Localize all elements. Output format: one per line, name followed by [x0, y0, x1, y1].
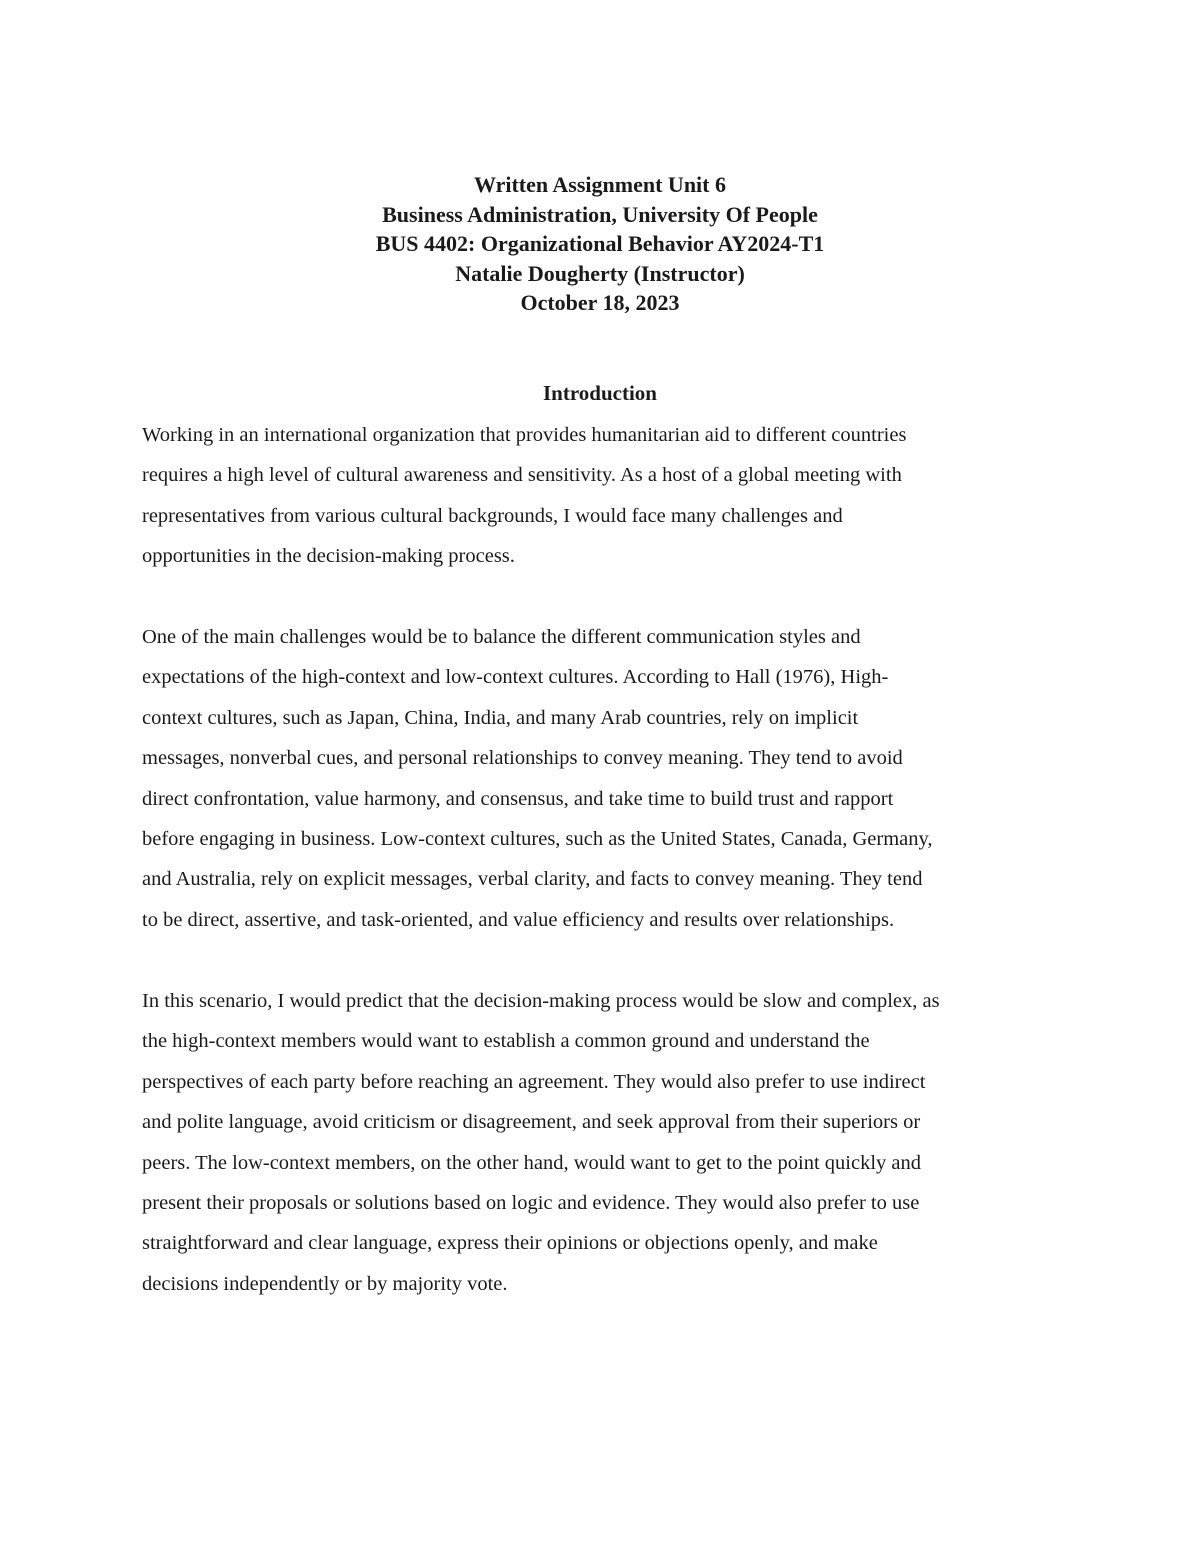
paragraph-line: Working in an international organization that provides humanitarian aid to different countries: [142, 424, 907, 446]
program-line: Business Administration, University Of People: [382, 201, 818, 227]
paragraph-line: peers. The low-context members, on the other hand, would want to get to the point quickly and: [142, 1151, 922, 1174]
paragraph-line: and Australia, rely on explicit messages, verbal clarity, and facts to convey meaning. They tend: [142, 868, 923, 891]
paragraph-line: representatives from various cultural backgrounds, I would face many challenges and: [142, 504, 843, 527]
paragraph-line: opportunities in the decision-making process.: [142, 545, 515, 568]
paragraph-line: to be direct, assertive, and task-oriented, and value efficiency and results over relationships.: [142, 908, 895, 931]
course-line: BUS 4402: Organizational Behavior AY2024-T1: [375, 231, 825, 256]
paragraph: [142, 415, 1072, 577]
paragraph: [142, 617, 1072, 940]
paragraph-line: One of the main challenges would be to balance the different communication styles and: [142, 626, 861, 648]
instructor-line: Natalie Dougherty (Instructor): [455, 260, 745, 286]
section-heading-introduction: Introduction: [543, 381, 657, 405]
paragraph-line: decisions independently or by majority vote.: [142, 1272, 508, 1295]
paragraph-line: and polite language, avoid criticism or disagreement, and seek approval from their superiors or: [142, 1111, 921, 1134]
paragraph-line: present their proposals or solutions based on logic and evidence. They would also prefer to use: [142, 1192, 920, 1215]
paragraph-line: context cultures, such as Japan, China, India, and many Arab countries, rely on implicit: [142, 706, 859, 729]
document-title: Written Assignment Unit 6: [474, 172, 726, 197]
paragraph-line: the high-context members would want to establish a common ground and understand the: [142, 1030, 870, 1053]
paragraph-line: In this scenario, I would predict that the decision-making process would be slow and complex, as: [142, 990, 940, 1012]
date-line: October 18, 2023: [520, 290, 680, 315]
paragraph-line: messages, nonverbal cues, and personal relationships to convey meaning. They tend to avoid: [142, 747, 903, 770]
paragraph-line: before engaging in business. Low-context cultures, such as the United States, Canada, Germany,: [142, 828, 933, 851]
paragraph-line: straightforward and clear language, express their opinions or objections openly, and make: [142, 1232, 878, 1255]
paragraph-line: expectations of the high-context and low-context cultures. According to Hall (1976), High-: [142, 666, 889, 689]
paragraph: [142, 981, 1072, 1304]
paragraph-line: perspectives of each party before reaching an agreement. They would also prefer to use indirect: [142, 1070, 926, 1093]
title-block: [0, 170, 1200, 318]
paragraph-line: requires a high level of cultural awareness and sensitivity. As a host of a global meeting with: [142, 464, 902, 487]
paragraph-line: direct confrontation, value harmony, and consensus, and take time to build trust and rapport: [142, 787, 894, 810]
